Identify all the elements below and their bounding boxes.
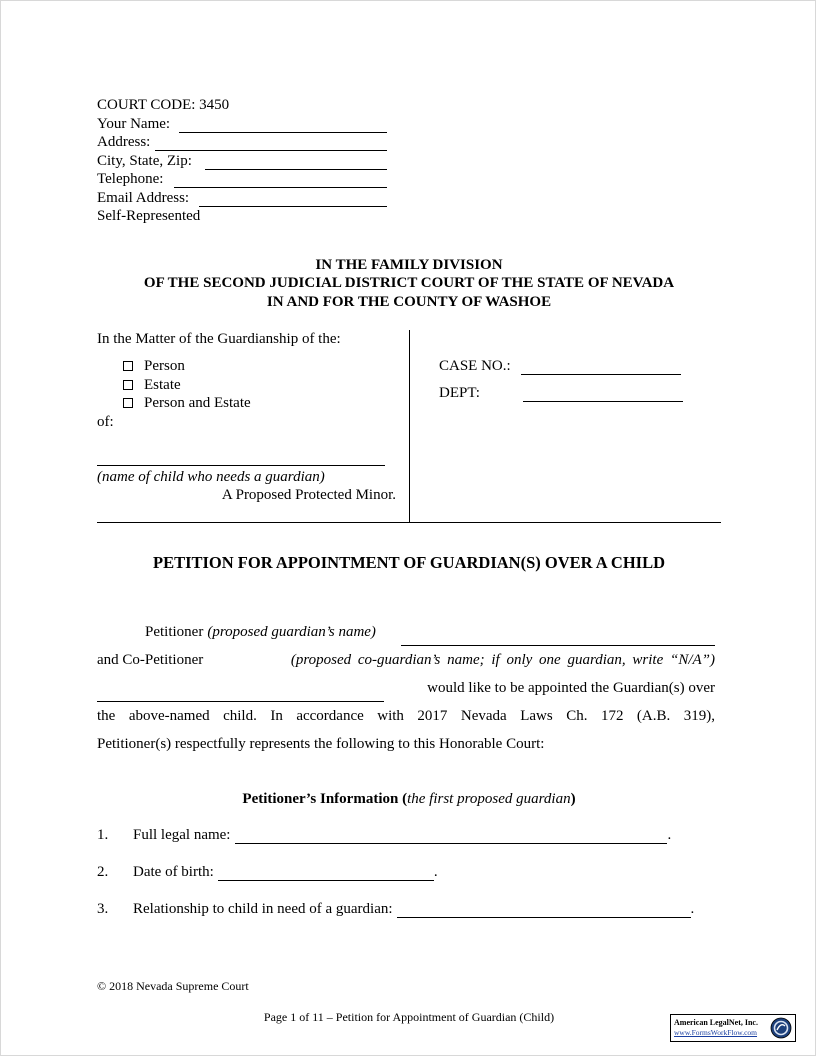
logo-url[interactable]: www.FormsWorkFlow.com	[674, 1028, 758, 1037]
intro-line-1	[97, 618, 715, 646]
court-line-1: IN THE FAMILY DIVISION	[315, 257, 503, 273]
co-petitioner-name-field[interactable]	[97, 683, 384, 702]
option-person-and-estate-label: Person and Estate	[144, 395, 251, 412]
city-state-zip-label: City, State, Zip:	[97, 152, 192, 169]
item-2-label: Date of birth:	[133, 864, 214, 880]
filer-info-block	[97, 114, 387, 225]
item-date-of-birth	[97, 863, 497, 881]
section-heading	[97, 790, 721, 808]
case-no-field[interactable]	[521, 360, 681, 375]
email-row	[97, 188, 387, 207]
co-petitioner-hint: (proposed co-guardian’s name; if only one guardian, write “N/A”)	[290, 652, 715, 668]
your-name-label: Your Name:	[97, 115, 171, 132]
email-field[interactable]	[199, 192, 387, 207]
proposed-protected-minor: A Proposed Protected Minor.	[221, 487, 396, 503]
address-row	[97, 133, 387, 152]
city-state-zip-field[interactable]	[205, 155, 387, 170]
dept-row	[439, 384, 683, 402]
your-name-row	[97, 114, 387, 133]
option-estate-label: Estate	[144, 376, 181, 393]
legalnet-logo	[670, 1014, 796, 1042]
item-full-legal-name	[97, 826, 687, 844]
address-label: Address:	[97, 134, 151, 150]
full-legal-name-field[interactable]	[235, 829, 667, 844]
section-heading-title: Petitioner’s Information	[242, 791, 399, 807]
item-2-number: 2.	[97, 864, 109, 880]
court-code: COURT CODE: 3450	[97, 97, 230, 113]
city-state-zip-row	[97, 151, 387, 170]
option-person-label: Person	[144, 358, 185, 375]
child-name-field[interactable]	[97, 465, 385, 466]
dept-field[interactable]	[523, 387, 683, 402]
item-1-number: 1.	[97, 827, 109, 843]
your-name-field[interactable]	[179, 118, 387, 133]
intro-line-4: the above-named child. In accordance with 2017 Nevada Laws Ch. 172 (A.B. 319),	[97, 708, 715, 724]
intro-line-2	[97, 646, 715, 674]
would-like-text: would like to be appointed the Guardian(s) over	[427, 680, 715, 696]
copyright: © 2018 Nevada Supreme Court	[97, 979, 249, 993]
date-of-birth-field[interactable]	[218, 866, 434, 881]
case-no-row	[439, 357, 681, 375]
document-title: PETITION FOR APPOINTMENT OF GUARDIAN(S) OVER A CHILD	[152, 553, 665, 572]
section-heading-close-paren: )	[570, 791, 576, 807]
caption-divider-horizontal	[97, 522, 721, 523]
option-estate[interactable]	[123, 376, 251, 395]
item-1-end: .	[667, 827, 672, 843]
item-3-label: Relationship to child in need of a guardian:	[133, 901, 393, 917]
child-name-hint: (name of child who needs a guardian)	[97, 469, 325, 485]
matter-label: In the Matter of the Guardianship of the:	[97, 331, 341, 347]
case-no-label: CASE NO.:	[439, 358, 511, 374]
petitioner-label: Petitioner	[145, 624, 204, 640]
address-field[interactable]	[155, 136, 387, 151]
email-label: Email Address:	[97, 189, 190, 206]
intro-line-3	[97, 674, 715, 702]
petitioner-name-field[interactable]	[401, 627, 715, 646]
checkbox-person-and-estate[interactable]	[123, 398, 133, 408]
checkbox-person[interactable]	[123, 361, 133, 371]
guardianship-type-options	[123, 357, 251, 413]
intro-paragraph	[97, 618, 715, 758]
item-2-end: .	[433, 864, 438, 880]
court-line-3: IN AND FOR THE COUNTY OF WASHOE	[266, 294, 552, 310]
relationship-field[interactable]	[397, 903, 691, 918]
option-person[interactable]	[123, 357, 251, 376]
co-petitioner-label: and Co-Petitioner	[97, 652, 204, 668]
item-3-number: 3.	[97, 901, 109, 917]
telephone-field[interactable]	[174, 173, 387, 188]
globe-icon	[770, 1017, 792, 1039]
of-label: of:	[97, 414, 114, 430]
item-relationship	[97, 900, 721, 918]
section-heading-open-paren: (	[402, 791, 408, 807]
self-represented: Self-Represented	[97, 208, 201, 224]
option-person-and-estate[interactable]	[123, 394, 251, 413]
court-line-2: OF THE SECOND JUDICIAL DISTRICT COURT OF THE STATE OF NEVADA	[143, 275, 675, 291]
logo-company-name: American LegalNet, Inc.	[674, 1018, 758, 1027]
caption-divider-vertical	[409, 330, 410, 522]
item-3-end: .	[690, 901, 695, 917]
dept-label: DEPT:	[439, 385, 480, 401]
intro-line-5: Petitioner(s) respectfully represents the following to this Honorable Court:	[97, 736, 545, 752]
telephone-label: Telephone:	[97, 171, 164, 187]
petitioner-hint: (proposed guardian’s name)	[207, 624, 376, 640]
checkbox-estate[interactable]	[123, 380, 133, 390]
item-1-label: Full legal name:	[133, 827, 231, 843]
page-footer: Page 1 of 11 – Petition for Appointment of Guardian (Child)	[263, 1010, 555, 1024]
telephone-row	[97, 170, 387, 189]
section-heading-hint: the first proposed guardian	[407, 791, 571, 807]
